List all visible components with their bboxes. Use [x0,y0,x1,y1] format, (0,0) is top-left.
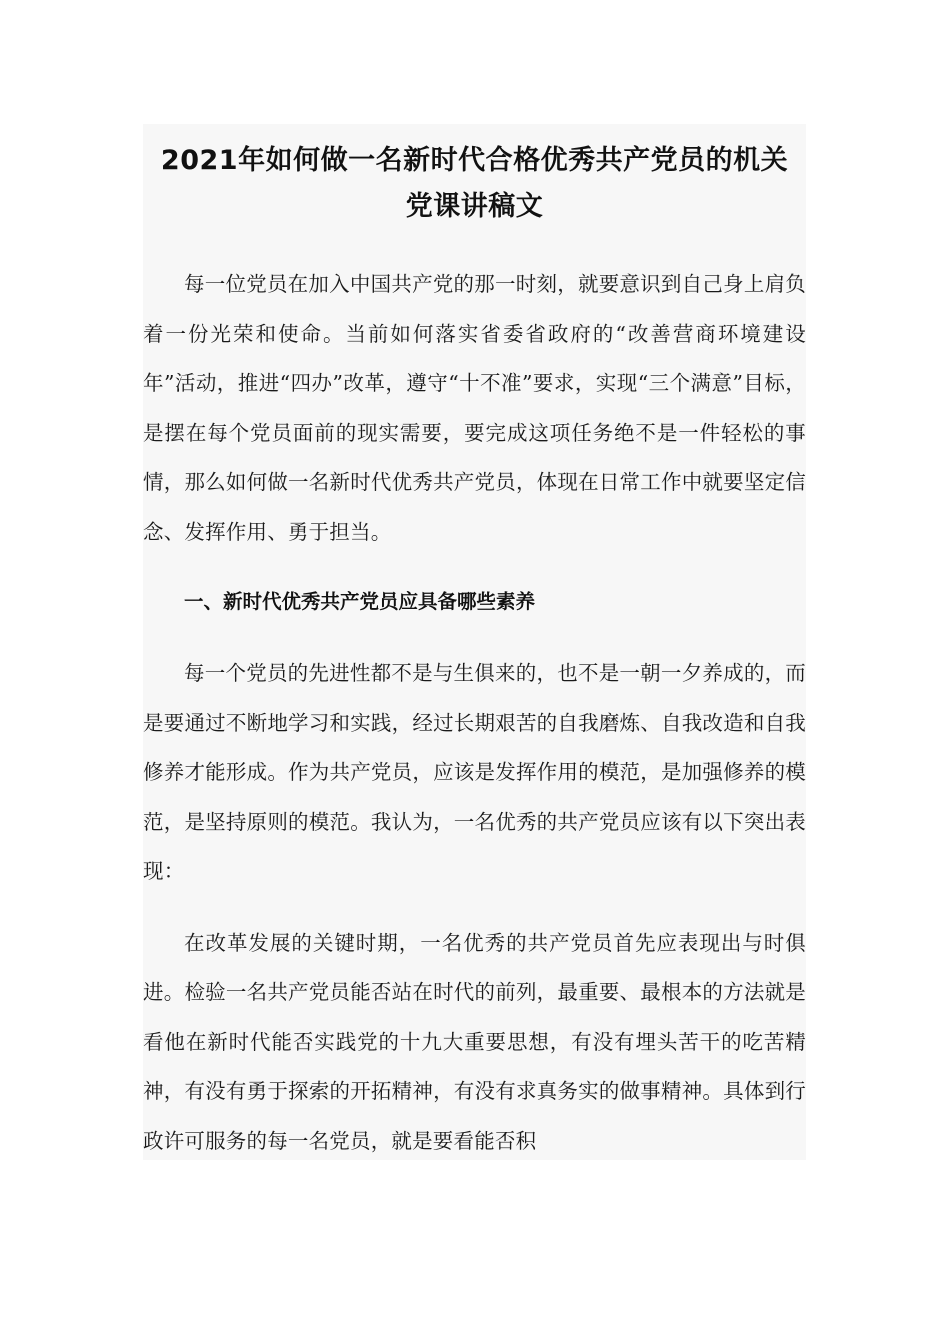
document-title-line-2: 党课讲稿文 [405,191,544,222]
paragraph-qualities: 每一个党员的先进性都不是与生俱来的，也不是一朝一夕养成的，而是要通过不断地学习和实践，经过长期艰苦的自我磨炼、自我改造和自我修养才能形成。作为共产党员，应该是发挥作用的模范，是加强修养的模范，是坚持原则的模范。我认为，一名优秀的共产党员应该有以下突出表现： [143,661,806,883]
document-title [143,124,806,230]
document-title-line-1: 2021年如何做一名新时代合格优秀共产党员的机关 [160,145,789,176]
section-heading: 一、新时代优秀共产党员应具备哪些素养 [183,590,535,613]
paragraph-intro: 每一位党员在加入中国共产党的那一时刻，就要意识到自己身上肩负着一份光荣和使命。当前如何落实省委省政府的“改善营商环境建设年”活动，推进“四办”改革，遵守“十不准”要求，实现“三个满意”目标，是摆在每个党员面前的现实需要，要完成这项任务绝不是一件轻松的事情，那么如何做一名新时代优秀共产党员，体现在日常工作中就要坚定信念、发挥作用、勇于担当。 [143,272,806,544]
document-page [143,124,806,1160]
paragraph-reform: 在改革发展的关键时期，一名优秀的共产党员首先应表现出与时俱进。检验一名共产党员能否站在时代的前列，最重要、最根本的方法就是看他在新时代能否实践党的十九大重要思想，有没有埋头苦干的吃苦精神，有没有勇于探索的开拓精神，有没有求真务实的做事精神。具体到行政许可服务的每一名党员，就是要看能否积 [143,930,806,1153]
